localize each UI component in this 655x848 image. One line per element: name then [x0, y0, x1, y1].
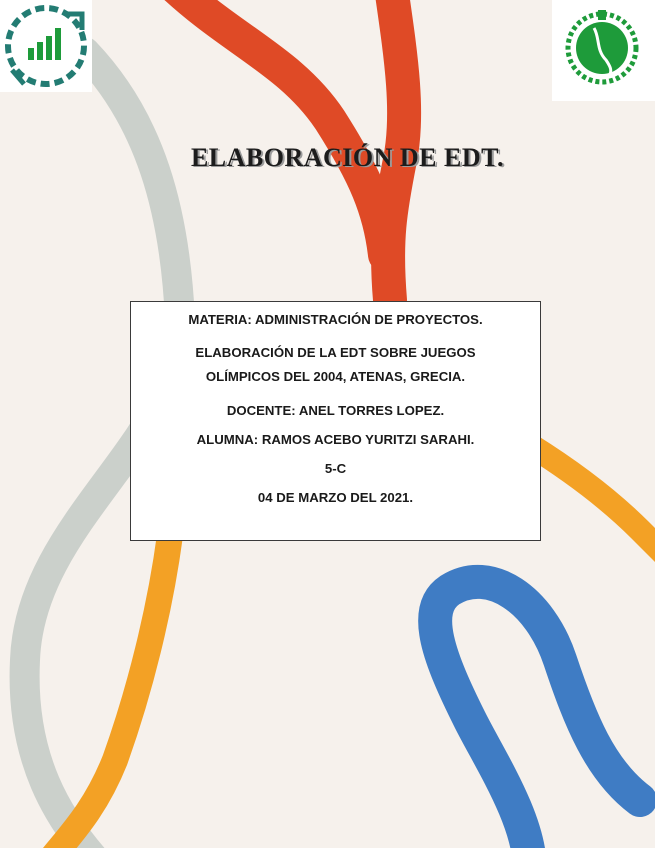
info-box [130, 301, 541, 541]
subject-line: MATERIA: ADMINISTRACIÓN DE PROYECTOS. [188, 312, 483, 327]
industrial-engineering-logo [0, 0, 92, 92]
document-title: ELABORACIÓN DE EDT. [190, 143, 505, 172]
institute-seal-logo [552, 0, 655, 101]
student-line: ALUMNA: RAMOS ACEBO YURITZI SARAHI. [196, 432, 475, 447]
date-line: 04 DE MARZO DEL 2021. [257, 490, 414, 505]
topic-line-1: ELABORACIÓN DE LA EDT SOBRE JUEGOS [195, 345, 476, 360]
teacher-line: DOCENTE: ANEL TORRES LOPEZ. [226, 403, 445, 418]
group-line: 5-C [324, 461, 347, 476]
blue-ribbon [435, 582, 640, 848]
red-ribbon-left [168, 0, 385, 255]
orange-ribbon-right [530, 445, 655, 560]
topic-line-2: OLÍMPICOS DEL 2004, ATENAS, GRECIA. [205, 369, 466, 384]
gear-chart-icon [0, 0, 92, 92]
seal-icon [552, 0, 655, 101]
